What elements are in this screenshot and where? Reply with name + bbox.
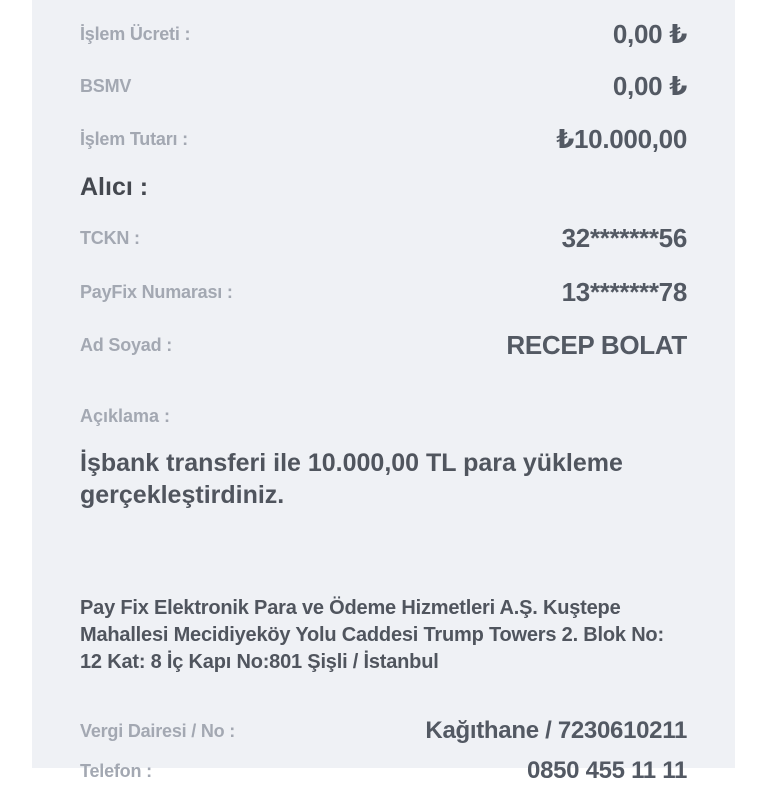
tax-office-value: Kağıthane / 7230610211: [425, 717, 687, 744]
company-address: Pay Fix Elektronik Para ve Ödeme Hizmetleri A.Ş. Kuştepe Mahallesi Mecidiyeköy Yolu Caddesi Trump Towers 2. Blok No: 12 Kat: 8 İç Kapı No:801 Şişli / İstanbul: [80, 597, 664, 673]
tax-office-label: Vergi Dairesi / No :: [80, 720, 236, 741]
payfix-number-value: 13*******78: [561, 276, 687, 307]
phone-value: 0850 455 11 11: [527, 757, 687, 784]
description-text: İşbank transferi ile 10.000,00 TL para yükleme gerçekleştirdiniz.: [80, 449, 623, 509]
transaction-fee-value: 0,00 ₺: [612, 18, 687, 49]
description-label: Açıklama :: [80, 406, 171, 426]
receipt-card: [32, 0, 735, 784]
tckn-label: TCKN :: [80, 227, 140, 248]
bsmv-value: 0,00 ₺: [612, 70, 687, 101]
transaction-amount-label: İşlem Tutarı :: [80, 128, 188, 149]
tckn-value: 32*******56: [561, 222, 687, 253]
phone-label: Telefon :: [80, 760, 152, 781]
fee-row-bsmv: [80, 66, 687, 106]
company-row-phone: [80, 752, 687, 790]
bsmv-label: BSMV: [80, 75, 132, 96]
company-row-tax-office: [80, 712, 687, 750]
recipient-row-full-name: [80, 325, 687, 365]
full-name-value: RECEP BOLAT: [506, 329, 687, 360]
full-name-label: Ad Soyad :: [80, 334, 173, 355]
recipient-row-tckn: [80, 218, 687, 258]
transaction-amount-value: ₺10.000,00: [556, 123, 687, 154]
fee-row-transaction-fee: [80, 14, 687, 54]
recipient-row-payfix-number: [80, 272, 687, 312]
transaction-fee-label: İşlem Ücreti :: [80, 23, 191, 44]
fee-row-transaction-amount: [80, 119, 687, 159]
recipient-section-title: Alıcı :: [80, 173, 149, 201]
payfix-number-label: PayFix Numarası :: [80, 281, 233, 302]
